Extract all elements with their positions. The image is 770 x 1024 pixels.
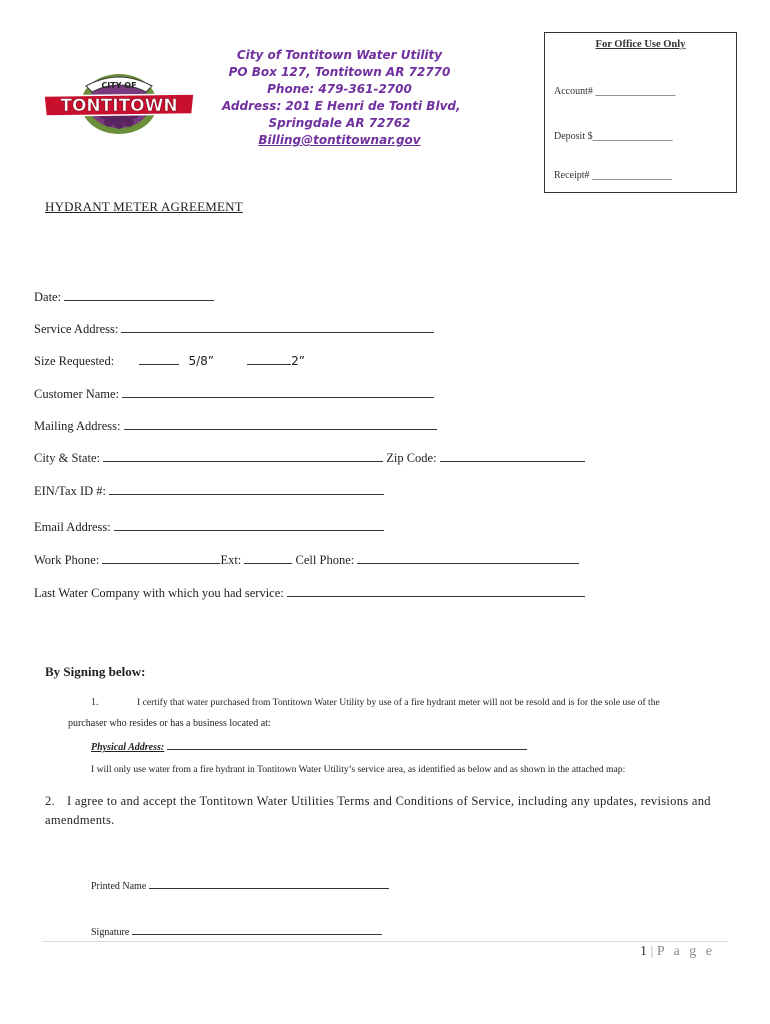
last-water-label: Last Water Company with which you had service: [34, 586, 284, 600]
customer-name-label: Customer Name: [34, 387, 120, 401]
physical-address-label: Physical Address: [91, 742, 165, 753]
page-number [640, 944, 715, 960]
date-input[interactable] [64, 289, 214, 301]
printed-name-input[interactable] [149, 879, 389, 889]
contact-address: Address: 201 E Henri de Tonti Blvd, [222, 99, 461, 113]
physical-address-input[interactable] [167, 740, 527, 750]
contact-city: Springdale AR 72762 [268, 116, 411, 130]
signature-row [91, 925, 382, 938]
office-use-title: For Office Use Only [595, 39, 686, 50]
date-label: Date: [34, 290, 62, 304]
item-1-number: 1. [91, 697, 99, 708]
printed-name-label: Printed Name [91, 881, 147, 892]
logo-small-text: CITY OF [101, 81, 137, 90]
contact-utility-name: City of Tontitown Water Utility [236, 48, 443, 62]
size-5-8-checkbox[interactable] [139, 353, 179, 365]
signature-label: Signature [91, 927, 130, 938]
size-5-8-label: 5/8” [188, 354, 214, 368]
item-2-text: I agree to and accept the Tontitown Water Utilities Terms and Conditions of Service, including any updates, revisions and amendments. [45, 794, 711, 827]
size-requested-label: Size Requested: [34, 354, 115, 368]
service-address-input[interactable] [121, 321, 434, 333]
city-state-input[interactable] [103, 450, 383, 462]
phone-row [34, 552, 579, 568]
item-1-line-3: I will only use water from a fire hydrant in Tontitown Water Utility’s service area, as identified as below and as shown in the attached map: [91, 764, 626, 775]
email-row [34, 519, 384, 535]
item-1-line-1: I certify that water purchased from Tontitown Water Utility by use of a fire hydrant meter will not be resold and is for the sole use of the [137, 697, 660, 708]
mailing-address-label: Mailing Address: [34, 419, 121, 433]
contact-po-box: PO Box 127, Tontitown AR 72770 [228, 65, 451, 79]
customer-name-input[interactable] [122, 386, 434, 398]
logo-main-text: TONTITOWN [60, 96, 178, 116]
zip-code-label: Zip Code: [386, 451, 437, 465]
signature-input[interactable] [132, 925, 382, 935]
printed-name-row [91, 879, 389, 892]
item-1-line-2: purchaser who resides or has a business located at: [68, 718, 271, 729]
ein-row [34, 483, 384, 499]
contact-email-link[interactable]: Billing@tontitownar.gov [258, 133, 421, 147]
customer-name-row [34, 386, 434, 402]
page-number-value: 1 [640, 944, 647, 959]
service-address-label: Service Address: [34, 322, 119, 336]
work-phone-label: Work Phone: [34, 553, 100, 567]
by-signing-heading: By Signing below: [45, 664, 146, 679]
cell-phone-label: Cell Phone: [295, 553, 355, 567]
page-separator: | [650, 944, 654, 959]
zip-code-input[interactable] [440, 450, 585, 462]
office-use-box [544, 32, 737, 193]
tontitown-logo [42, 70, 196, 136]
date-row [34, 289, 214, 305]
size-2-label: 2” [291, 354, 305, 368]
physical-address-row [91, 740, 527, 753]
last-water-row [34, 585, 585, 601]
size-requested-row [34, 353, 305, 369]
footer-divider [42, 941, 728, 942]
page-word: P a g e [656, 944, 716, 959]
cell-phone-input[interactable] [357, 552, 579, 564]
size-2-checkbox[interactable] [247, 353, 291, 365]
ext-input[interactable] [244, 552, 292, 564]
mailing-address-input[interactable] [124, 418, 437, 430]
service-address-row [34, 321, 434, 337]
city-state-label: City & State: [34, 451, 100, 465]
office-account-field[interactable]: Account# ________________ [554, 86, 676, 97]
agreement-title: HYDRANT METER AGREEMENT [45, 199, 243, 214]
office-receipt-field[interactable]: Receipt# ________________ [554, 170, 673, 181]
ein-label: EIN/Tax ID #: [34, 484, 107, 498]
email-input[interactable] [114, 519, 384, 531]
email-label: Email Address: [34, 520, 111, 534]
item-2-paragraph [45, 792, 725, 830]
ext-label: Ext: [220, 553, 242, 567]
ein-input[interactable] [109, 483, 384, 495]
contact-phone: Phone: 479-361-2700 [267, 82, 412, 96]
utility-contact-block [222, 47, 461, 149]
work-phone-input[interactable] [102, 552, 220, 564]
item-2-number: 2. [45, 794, 55, 808]
city-state-row [34, 450, 585, 466]
office-deposit-field[interactable]: Deposit $________________ [554, 131, 673, 142]
mailing-address-row [34, 418, 437, 434]
last-water-input[interactable] [287, 585, 585, 597]
